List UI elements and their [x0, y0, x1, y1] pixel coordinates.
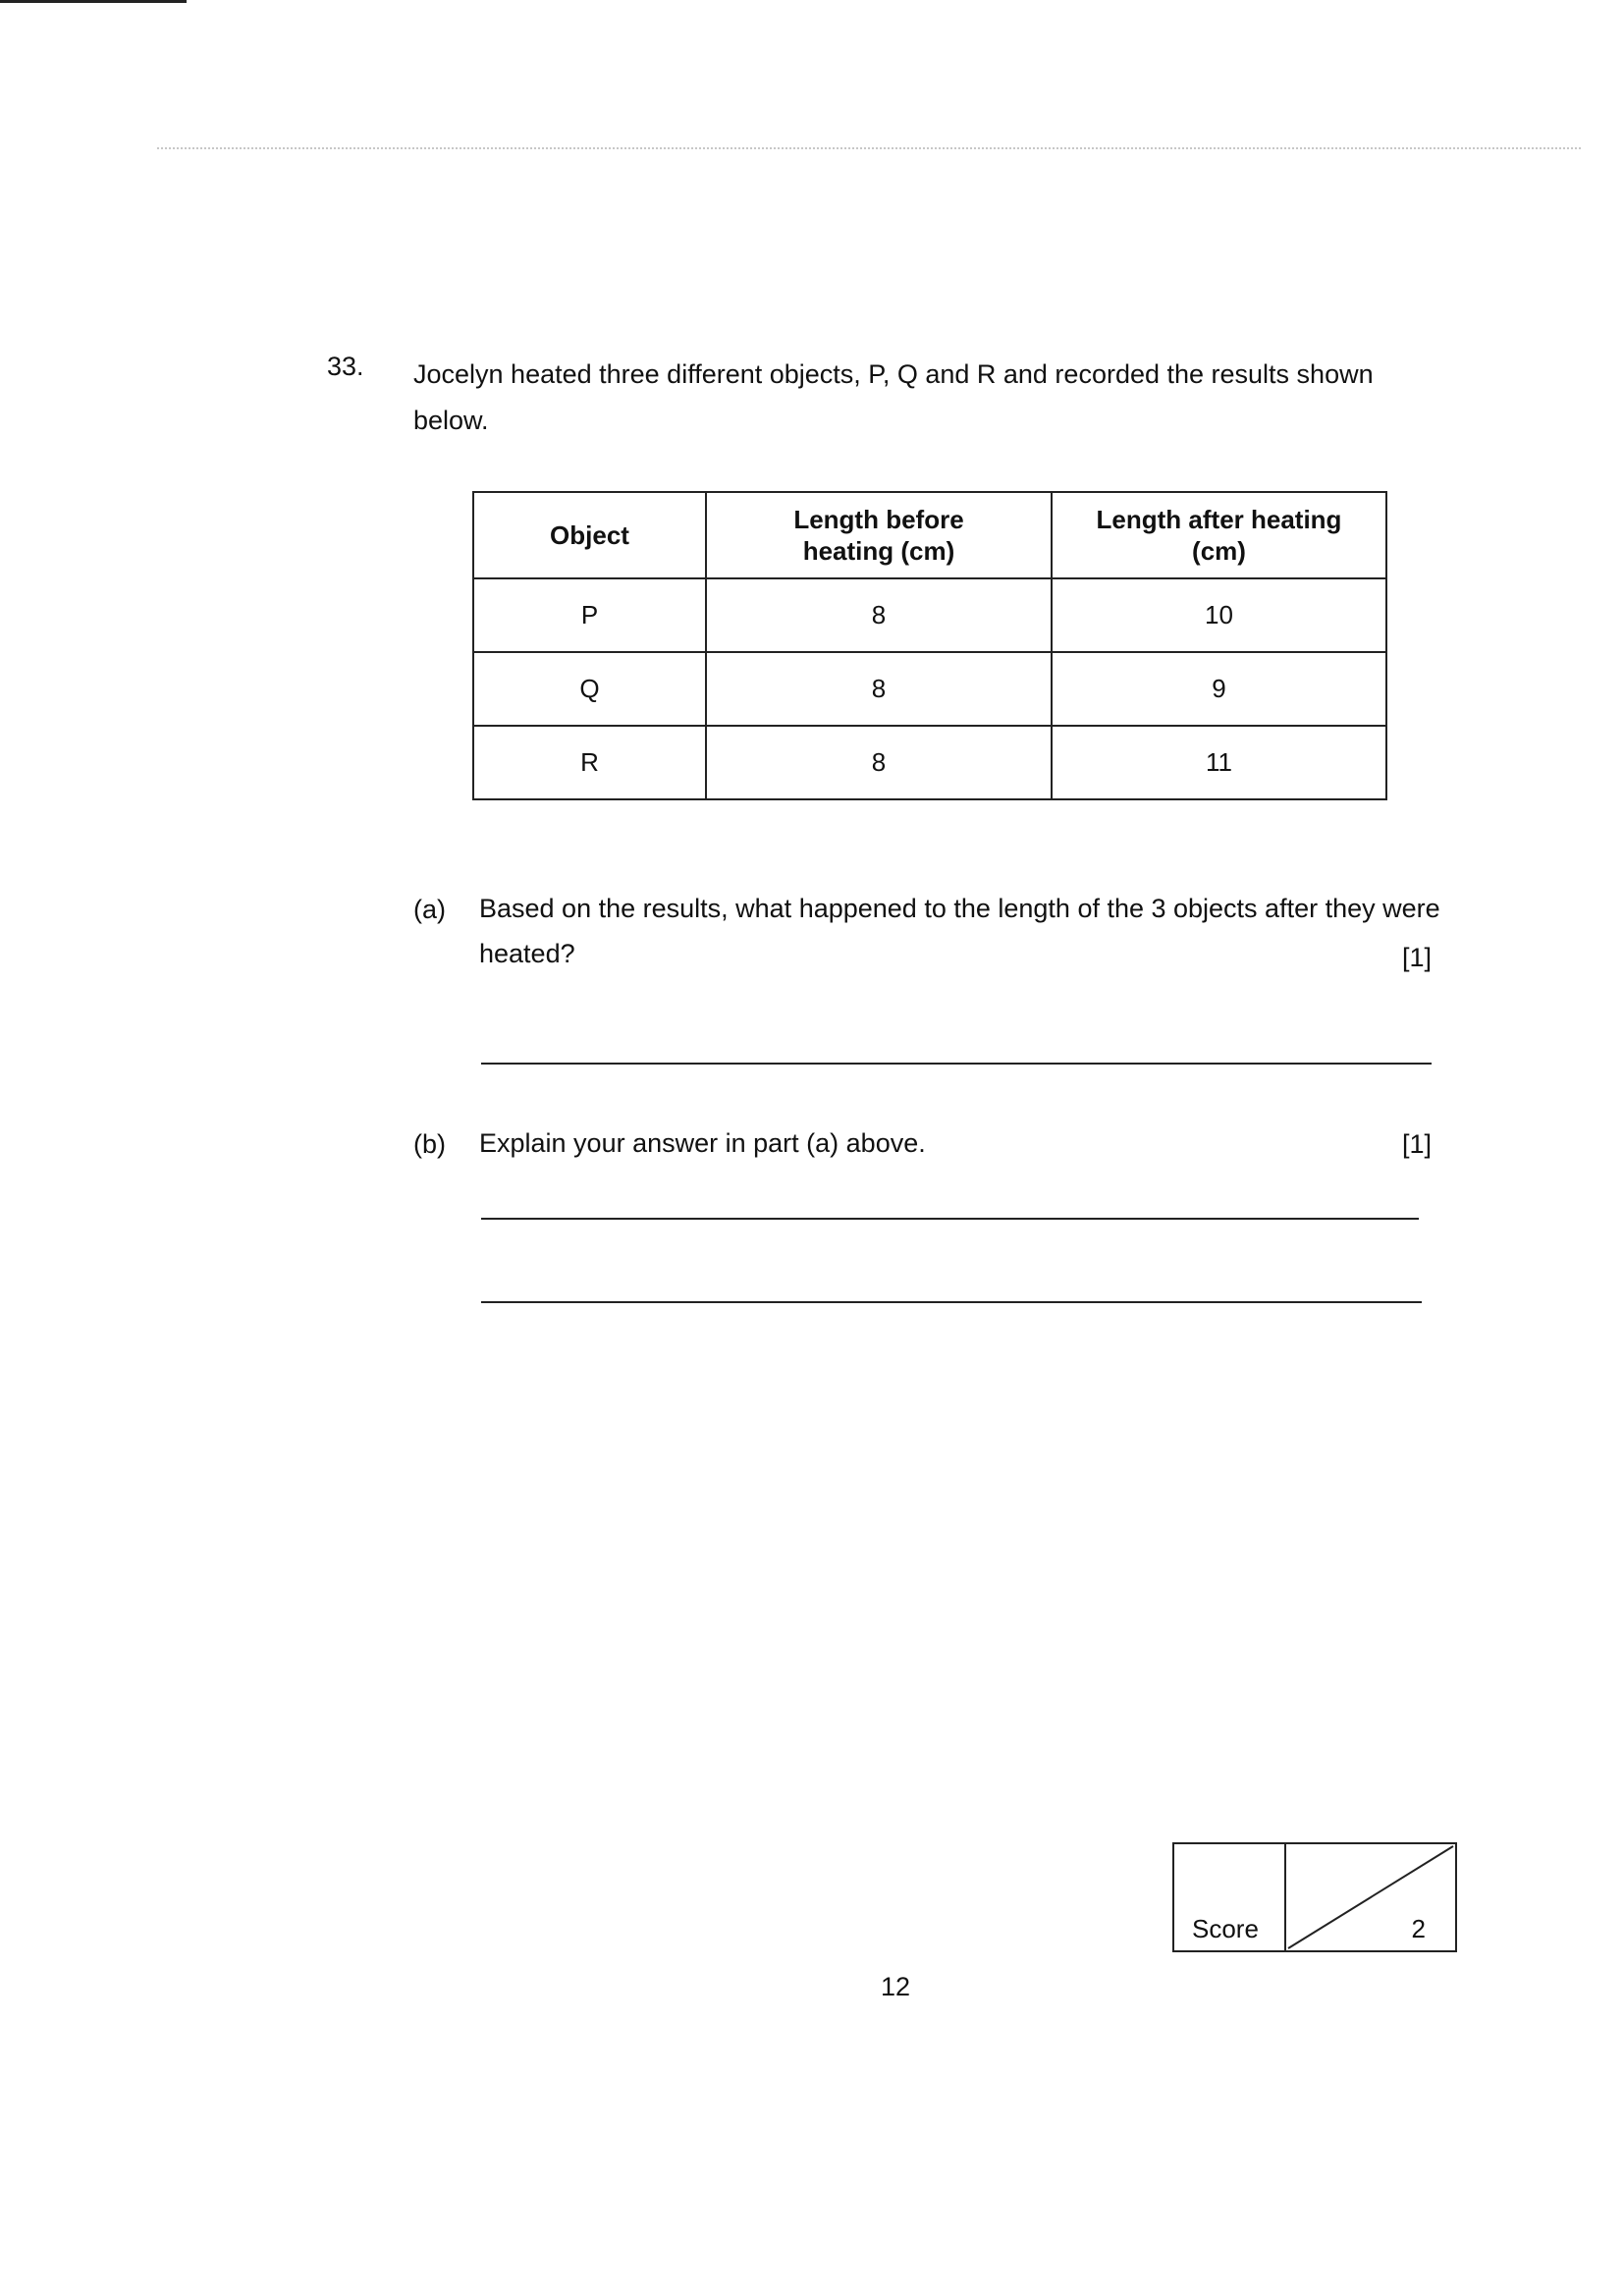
- cell-object: Q: [473, 652, 706, 726]
- top-rule: [0, 0, 187, 3]
- header-length-before-text: Length before heating (cm): [793, 505, 964, 566]
- part-b-answer-line-2[interactable]: [481, 1301, 1422, 1303]
- cell-length-after: 10: [1052, 578, 1386, 652]
- header-length-after-text: Length after heating (cm): [1096, 505, 1342, 566]
- header-length-before: [706, 492, 1052, 578]
- score-slash-icon: [1286, 1844, 1455, 1950]
- cell-length-after: 9: [1052, 652, 1386, 726]
- header-length-after: [1052, 492, 1386, 578]
- part-b-label: (b): [413, 1129, 446, 1159]
- score-label-cell: [1174, 1844, 1286, 1950]
- cell-object: R: [473, 726, 706, 799]
- score-label: Score: [1192, 1914, 1259, 1943]
- part-a-marks: [1]: [1402, 943, 1433, 972]
- cell-object: P: [473, 578, 706, 652]
- part-b-question: Explain your answer in part (a) above.: [479, 1128, 926, 1158]
- table-row: [473, 578, 1386, 652]
- scan-artifact-line: [157, 147, 1581, 159]
- part-b-marks: [1]: [1402, 1129, 1433, 1159]
- header-object: Object: [473, 492, 706, 578]
- part-b-answer-line-1[interactable]: [481, 1218, 1419, 1220]
- score-box: [1172, 1842, 1457, 1952]
- cell-length-before: 8: [706, 652, 1052, 726]
- part-a-label: (a): [413, 895, 446, 924]
- results-table: [472, 491, 1387, 800]
- cell-length-after: 11: [1052, 726, 1386, 799]
- page-number: 12: [881, 1972, 911, 2001]
- score-value-cell[interactable]: [1286, 1844, 1455, 1950]
- table-row: [473, 726, 1386, 799]
- score-max: 2: [1411, 1914, 1426, 1943]
- cell-length-before: 8: [706, 578, 1052, 652]
- part-a-question: Based on the results, what happened to the length of the 3 objects after they were heated?: [479, 894, 1440, 968]
- question-text: Jocelyn heated three different objects, P, Q and R and recorded the results shown below.: [413, 359, 1374, 435]
- cell-length-before: 8: [706, 726, 1052, 799]
- table-row: [473, 652, 1386, 726]
- question-number: 33.: [327, 352, 364, 381]
- table-header-row: [473, 492, 1386, 578]
- part-a-answer-line[interactable]: [481, 1063, 1432, 1065]
